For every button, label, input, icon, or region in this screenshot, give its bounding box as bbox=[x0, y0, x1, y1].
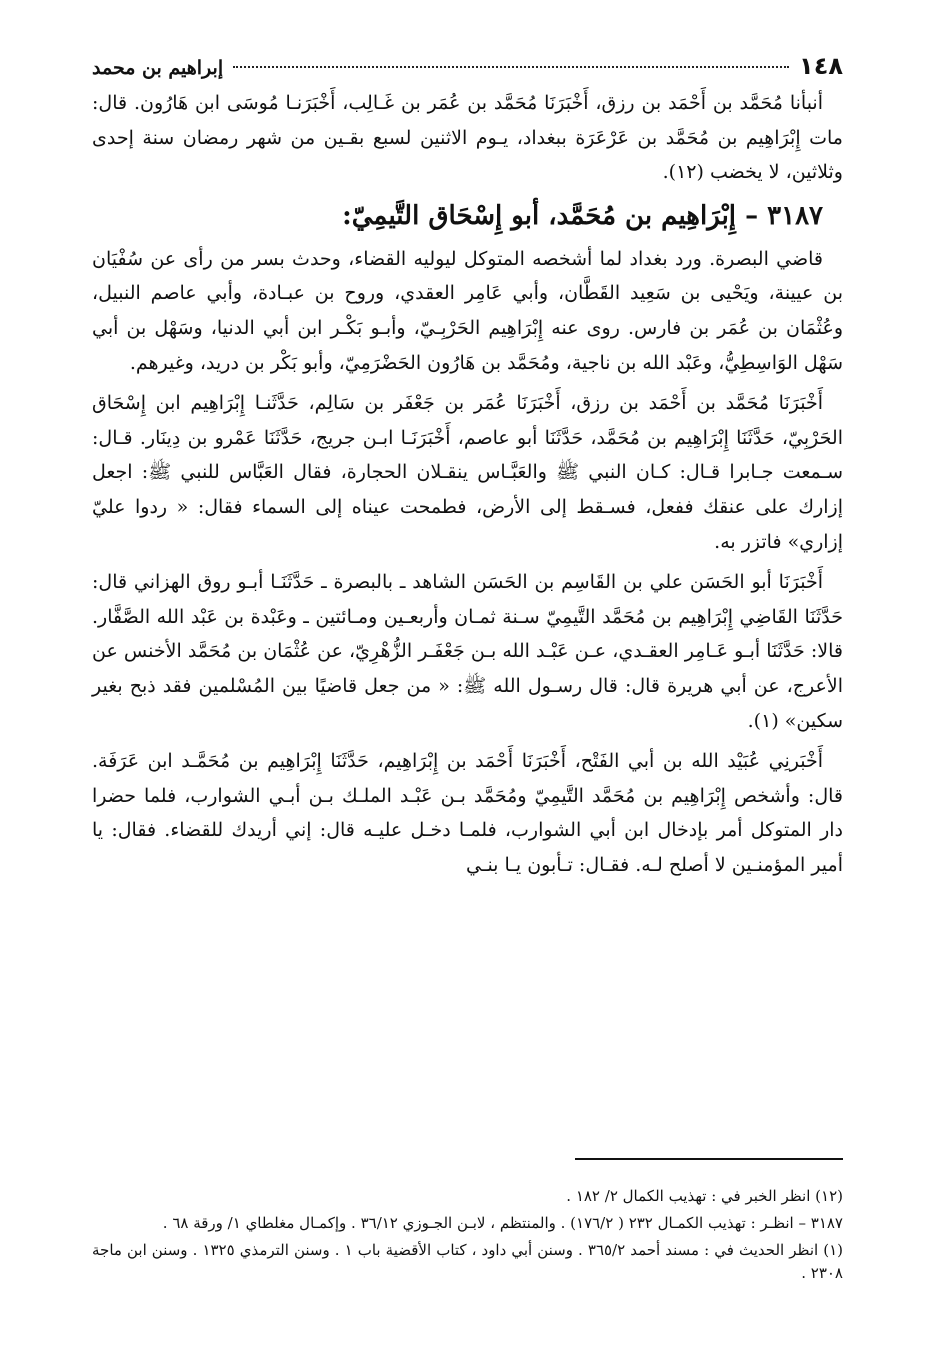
main-text bbox=[92, 86, 843, 882]
paragraph: أَخْبَرنِي عُبَيْد الله بن أبي الفَتْح، أَخْبَرَنَا أَحْمَد بن إِبْرَاهِيم، حَدَّثَنَا إِبْرَاهِيم بن مُحَمَّـد ابن عَرَفَة. قال: وأشخص إِبْرَاهِيم بن مُحَمَّد التَّيمِيّ ومُحَمَّد بـن عَبْـد الملـك بـن أبـي الشوارب، فلما حضرا دار المتوكل أمر بإدخال ابن أبي الشوارب، فلمـا دخـل عليـه قال: إني أريدك للقضاء. فقال: يا أمير المؤمنـين لا أصلح لـه. فقـال: تـأبون يـا بنـي bbox=[92, 750, 843, 876]
paragraph: قاضي البصرة. ورد بغداد لما أشخصه المتوكل ليوليه القضاء، وحدث بسر من رأى عن سُفْيَان بن عيينة، ويَحْيى بن سَعِيد القَطَّان، وأبي عَامِر العقدي، وروح بن عبـادة، وأبي عاصم النبيل، وعُثْمَان بن عُمَر بن فارس. روى عنه إِبْرَاهِيم الحَرْبِـيّ، وأبـو بَكْـر ابن أبي الدنيا، وسَهْل بن أبي سَهْل الوَاسِطِيُّ، وعَبْد الله بن ناجية، ومُحَمَّد بن هَارُون الحَضْرَمِيّ، وأبو بَكْر بن دريد، وغيرهم. bbox=[92, 247, 843, 374]
paragraph: أنبأنا مُحَمَّد بن أَحْمَد بن رزق، أَخْبَرَنَا مُحَمَّد بن عُمَر بن غَـالِب، أَخْبَرَنـا مُوسَى ابن هَارُون. قال: مات إِبْرَاهِيم بن مُحَمَّد بن عَرْعَرَة ببغداد، يـوم الاثنين لسبع بقـين من شهر رمضان سنة إحدى وثلاثين، لا يخضب (١٢). bbox=[92, 92, 843, 184]
page-header bbox=[92, 52, 843, 86]
header-dot-leader bbox=[233, 66, 789, 68]
paragraph: أَخْبَرَنَا أبو الحَسَن علي بن القَاسِم بن الحَسَن الشاهد ـ بالبصرة ـ حَدَّثَنَـا أبـو روق الهزاني قال: حَدَّثَنَا القَاضِي إِبْرَاهِيم بن مُحَمَّد التَّيمِيّ سـنة ثمـان وأربعـين ومـائتين ـ وعَبْدة بن عَبْد الله الصَّفَّار. قالا: حَدَّثَنَا أبـو عَـامِر العقـدي، عـن عَبْـد الله بـن جَعْفَـر الزُّهْرِيّ، عن عُثْمَان بن مُحَمَّد الأخنس عن الأعرج، عن أبي هريرة قال: قال رسـول الله ﷺ: « من جعل قاضيًا بين المُسْلمين فقد ذبح بغير سكين» (١). bbox=[92, 571, 843, 732]
footnote: (١) انظر الحديث في : مسند أحمد ٣٦٥/٢ . وسنن أبي داود ، كتاب الأقضية باب ١ . وسنن الترمذي ١٣٢٥ . وسنن ابن ماجة ٢٣٠٨ . bbox=[92, 1241, 843, 1282]
footnote: ٣١٨٧ – انظـر : تهذيب الكمـال ٢٣٢ ( ١٧٦/٢) . والمنتظم ، لابـن الجـوزي ٣٦/١٢ . وإكمـال مغلطاي ١/ ورقة ٦٨ . bbox=[162, 1214, 843, 1232]
paragraph: أَخْبَرَنَا مُحَمَّد بن أَحْمَد بن رزق، أَخْبَرَنَا عُمَر بن جَعْفَر بن سَالِم، حَدَّثَنـا إِبْرَاهِيم ابن إِسْحَاق الحَرْبِيّ، حَدَّثَنَا إِبْرَاهِيم بن مُحَمَّد، حَدَّثَنَا أبو عاصم، أَخْبَرَنَـا ابـن جريج، حَدَّثَنَا عَمْرو بن دِينَار. قـال: سـمعت جـابرا قـال: كـان النبي ﷺ والعَبَّـاس ينقـلان الحجارة، فقال العَبَّاس للنبي ﷺ: اجعل إزارك على عنقك ففعل، فسـقط إلى الأرض، فطمحت عيناه إلى السماء فقال: « ردوا عليّ إزاري» فاتزر به. bbox=[92, 392, 843, 553]
footnotes bbox=[92, 1185, 843, 1289]
running-title: إبراهيم بن محمد bbox=[92, 57, 224, 79]
page-number: ١٤٨ bbox=[799, 52, 843, 80]
entry-heading: ٣١٨٧ – إِبْرَاهِيم بن مُحَمَّد، أبو إِسْحَاق التَّيمِيّ: bbox=[342, 200, 823, 231]
footnote: (١٢) انظر الخبر في : تهذيب الكمال ٢/ ١٨٢ . bbox=[566, 1187, 843, 1205]
